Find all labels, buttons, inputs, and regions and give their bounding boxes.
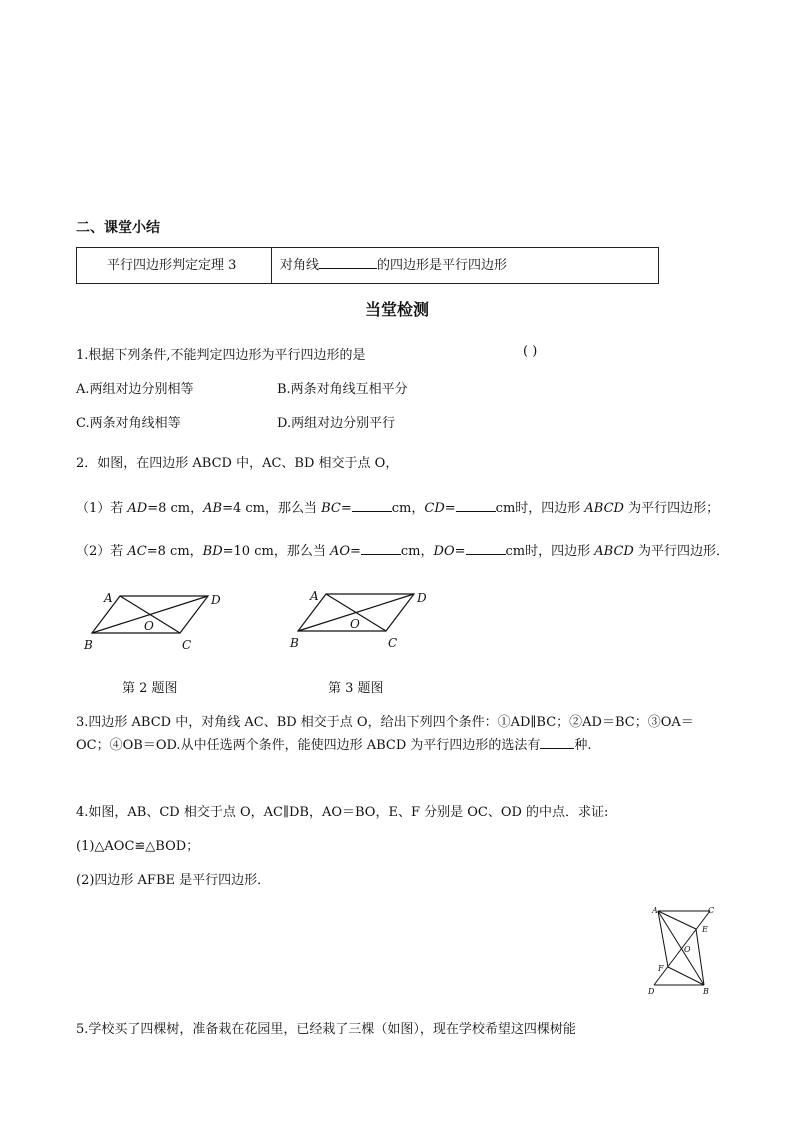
- figure-q2-caption: 第 2 题图: [122, 681, 178, 696]
- fig4-label-e: E: [702, 925, 708, 934]
- summary-table: [76, 247, 659, 284]
- q2p1-var-abcd: ABCD: [584, 501, 624, 516]
- q2-part1: [76, 497, 719, 516]
- q2p2-text-h: cm，: [400, 544, 434, 559]
- q2p1-var-ab: AB: [203, 501, 223, 516]
- summary-text-before: 对角线: [280, 258, 320, 273]
- figure-q3-parallelogram: [286, 584, 436, 656]
- q2p2-blank-ao[interactable]: [361, 542, 401, 555]
- q1-option-b: B.两条对角线互相平分: [277, 382, 408, 397]
- q2p2-text-j: =: [454, 544, 466, 559]
- q2p2-var-ac: AC: [127, 544, 147, 559]
- q2-stem: 2．如图，在四边形 ABCD 中，AC、BD 相交于点 O，: [76, 456, 399, 471]
- q2p1-blank-cd[interactable]: [456, 499, 496, 512]
- q2p1-var-bc: BC: [321, 501, 341, 516]
- q2p1-blank-bc[interactable]: [352, 499, 392, 512]
- q1-option-a: A.两组对边分别相等: [76, 382, 194, 397]
- q2p1-text-j: =: [444, 501, 456, 516]
- fig4-label-b: B: [703, 987, 709, 996]
- q2p2-var-abcd: ABCD: [594, 544, 634, 559]
- q1-stem: 1.根据下列条件,不能判定四边形为平行四边形的是: [76, 348, 366, 363]
- q2p2-var-ao: AO: [329, 544, 350, 559]
- q4-part1: (1)△AOC≌△BOD；: [76, 839, 200, 854]
- fig4-label-f: F: [658, 964, 664, 973]
- page-heading: 当堂检测: [364, 300, 429, 319]
- q2-part2: [76, 540, 729, 559]
- fig4-side-be: [696, 929, 704, 985]
- fig3-label-a: A: [310, 589, 319, 603]
- q2p1-var-ad: AD: [127, 501, 148, 516]
- fig4-label-o: O: [684, 945, 691, 954]
- summary-blank[interactable]: [319, 256, 377, 269]
- fig4-label-c: C: [708, 906, 715, 915]
- q2p2-text-m: 为平行四边形．: [633, 544, 729, 559]
- q2p1-text-k: cm时，四边形: [495, 501, 585, 516]
- q2p1-var-cd: CD: [424, 501, 445, 516]
- fig3-label-o: O: [350, 617, 360, 631]
- q2p1-text-e: =4 cm，那么当: [222, 501, 322, 516]
- fig4-label-a: A: [652, 906, 658, 915]
- figure-q2-parallelogram: [80, 586, 230, 658]
- q4-part2: (2)四边形 AFBE 是平行四边形．: [76, 873, 271, 888]
- q1-option-c: C.两条对角线相等: [76, 416, 181, 431]
- fig2-label-c: C: [182, 638, 192, 652]
- q2p2-text-g: =: [350, 544, 361, 559]
- q4-stem: 4.如图，AB、CD 相交于点 O，AC∥DB，AO＝BO，E、F 分别是 OC、OD 的中点．求证:: [76, 805, 609, 820]
- q2p2-text-a: （2）若: [76, 544, 128, 559]
- q2p2-var-bd: BD: [202, 544, 223, 559]
- section-title: 二、课堂小结: [76, 220, 160, 236]
- summary-text-after: 的四边形是平行四边形: [377, 258, 508, 273]
- q2p1-text-g: =: [340, 501, 352, 516]
- q2p2-text-k: cm时，四边形: [505, 544, 595, 559]
- q1-option-d: D.两组对边分别平行: [277, 416, 396, 431]
- figure-q4: [644, 903, 724, 998]
- q2p2-blank-do[interactable]: [466, 542, 506, 555]
- fig2-label-b: B: [84, 638, 93, 652]
- q5-stem: 5.学校买了四棵树，准备栽在花园里，已经栽了三棵（如图），现在学校希望这四棵树能: [76, 1022, 576, 1037]
- q2p1-text-m: 为平行四边形；: [623, 501, 720, 516]
- q2p1-text-a: （1）若: [76, 501, 128, 516]
- fig2-label-o: O: [144, 619, 154, 633]
- q2p1-text-h: cm，: [391, 501, 425, 516]
- q1-answer-paren[interactable]: ( ): [523, 344, 538, 359]
- fig4-label-d: D: [648, 987, 655, 996]
- q2p2-var-do: DO: [433, 544, 455, 559]
- fig3-label-c: C: [388, 636, 398, 650]
- summary-table-theorem: 平行四边形判定定理 3: [77, 248, 272, 283]
- fig2-label-a: A: [104, 591, 113, 605]
- fig3-label-b: B: [290, 636, 299, 650]
- fig2-label-d: D: [211, 593, 221, 607]
- fig3-label-d: D: [417, 591, 427, 605]
- q3-line1: 3.四边形 ABCD 中，对角线 AC、BD 相交于点 O，给出下列四个条件：①AD∥BC；②AD＝BC；③OA＝: [76, 715, 694, 730]
- q3-line2-after: 种.: [574, 738, 592, 753]
- figure-q3-caption: 第 3 题图: [328, 681, 384, 696]
- q2p2-text-c: =8 cm，: [146, 544, 203, 559]
- q3-line2-before: OC；④OB＝OD.从中任选两个条件，能使四边形 ABCD 为平行四边形的选法有: [76, 738, 541, 753]
- q2p2-text-e: =10 cm，那么当: [222, 544, 330, 559]
- q3-answer-blank[interactable]: [540, 736, 574, 749]
- q3-line2: [76, 734, 592, 753]
- summary-table-content: [272, 248, 658, 283]
- q2p1-text-c: =8 cm，: [147, 501, 204, 516]
